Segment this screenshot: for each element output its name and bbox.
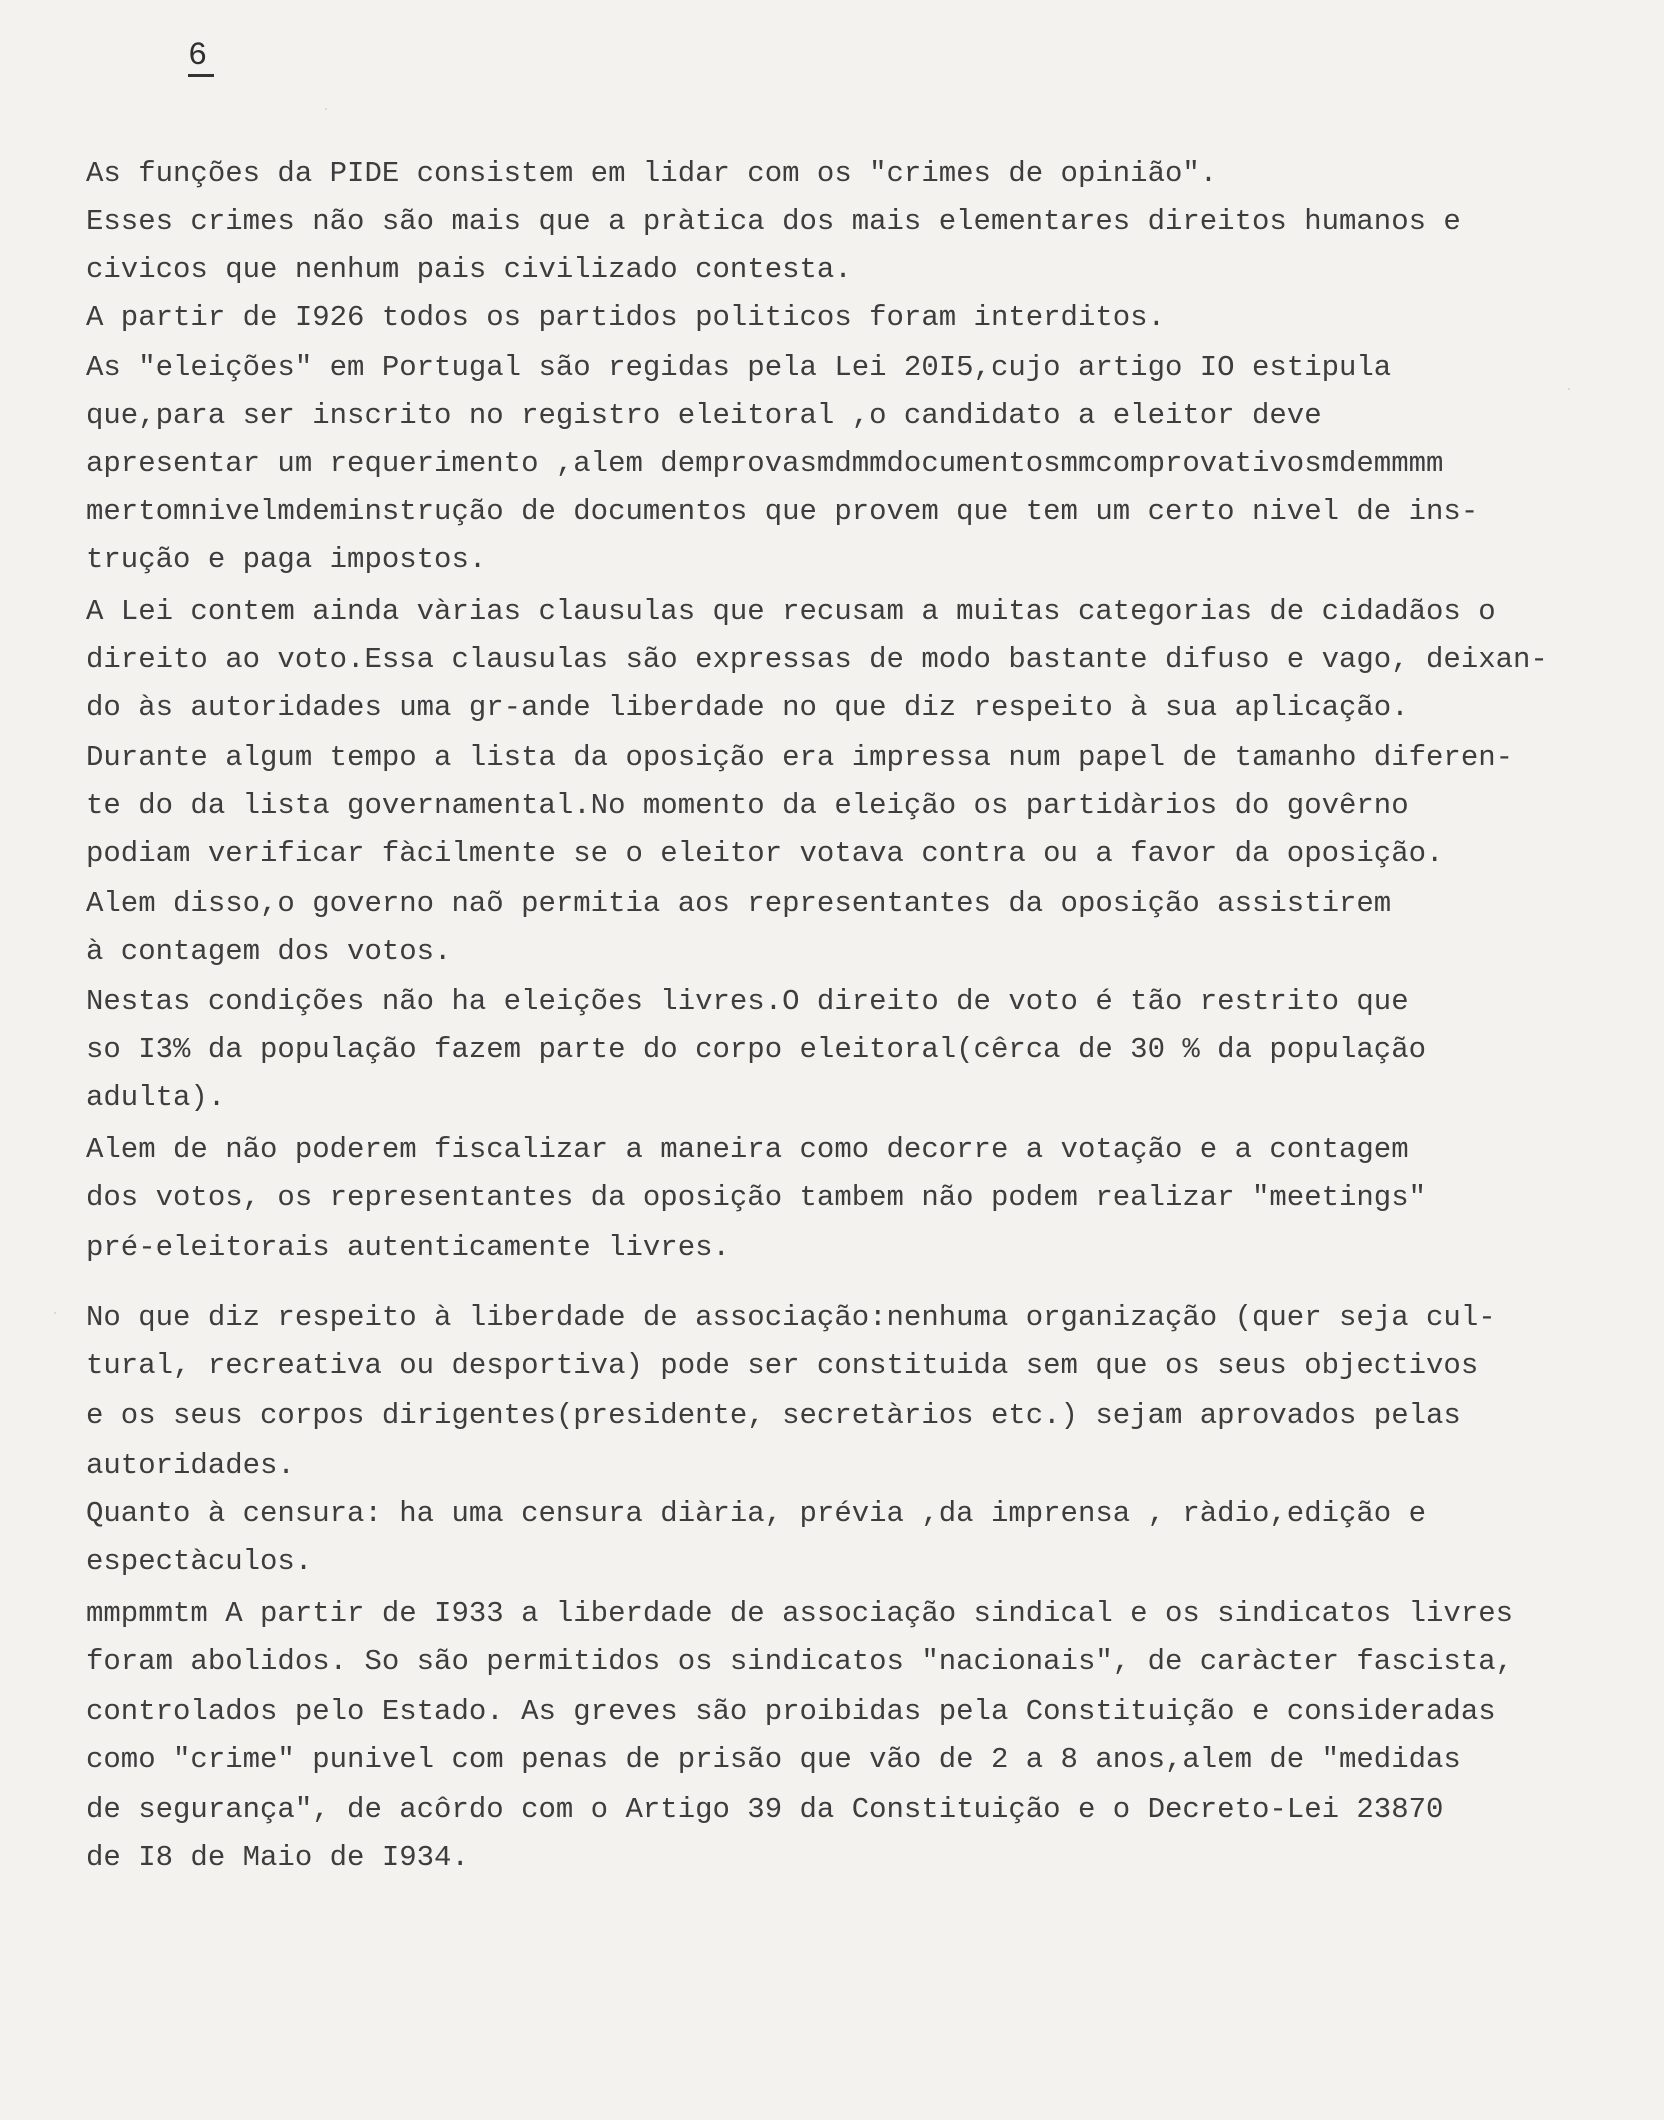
text-line: espectàculos.: [86, 1545, 313, 1578]
text-line: A partir de I926 todos os partidos politicos foram interditos.: [86, 301, 1165, 334]
text-line: Quanto à censura: ha uma censura diària, prévia ,da imprensa , ràdio,edição e: [86, 1497, 1427, 1530]
text-line: direito ao voto.Essa clausulas são expressas de modo bastante difuso e vago, deixan-: [86, 643, 1548, 676]
text-line: A Lei contem ainda vàrias clausulas que recusam a muitas categorias de cidadãos o: [86, 595, 1496, 628]
text-line: mmpmmtm A partir de I933 a liberdade de associação sindical e os sindicatos livres: [86, 1597, 1514, 1630]
text-line: dos votos, os representantes da oposição tambem não podem realizar "meetings": [86, 1181, 1427, 1214]
text-line: trução e paga impostos.: [86, 543, 487, 576]
text-line: so I3% da população fazem parte do corpo eleitoral(cêrca de 30 % da população: [86, 1033, 1427, 1066]
text-line: apresentar um requerimento ,alem demprovasmdmmdocumentosmmcomprovativosmdemmmm: [86, 447, 1444, 480]
text-line: te do da lista governamental.No momento da eleição os partidàrios do govêrno: [86, 789, 1409, 822]
text-line: civicos que nenhum pais civilizado contesta.: [86, 253, 852, 286]
text-line: autoridades.: [86, 1449, 295, 1482]
text-line: Alem de não poderem fiscalizar a maneira como decorre a votação e a contagem: [86, 1133, 1409, 1166]
text-line: As "eleições" em Portugal são regidas pela Lei 20I5,cujo artigo IO estipula: [86, 351, 1392, 384]
paper-speck: [325, 108, 327, 110]
text-line: foram abolidos. So são permitidos os sindicatos "nacionais", de caràcter fascista,: [86, 1645, 1514, 1678]
text-line: No que diz respeito à liberdade de associação:nenhuma organização (quer seja cul-: [86, 1301, 1496, 1334]
text-line: pré-eleitorais autenticamente livres.: [86, 1231, 730, 1264]
text-line: podiam verificar fàcilmente se o eleitor votava contra ou a favor da oposição.: [86, 837, 1444, 870]
text-line: que,para ser inscrito no registro eleitoral ,o candidato a eleitor deve: [86, 399, 1322, 432]
paper-speck: [1568, 388, 1570, 390]
text-line: à contagem dos votos.: [86, 935, 452, 968]
text-line: como "crime" punivel com penas de prisão que vão de 2 a 8 anos,alem de "medidas: [86, 1743, 1461, 1776]
text-line: controlados pelo Estado. As greves são proibidas pela Constituição e consideradas: [86, 1695, 1496, 1728]
paper-speck: [1365, 1322, 1367, 1324]
text-line: Esses crimes não são mais que a pràtica dos mais elementares direitos humanos e: [86, 205, 1461, 238]
text-line: Durante algum tempo a lista da oposição era impressa num papel de tamanho diferen-: [86, 741, 1514, 774]
text-line: adulta).: [86, 1081, 226, 1114]
text-line: e os seus corpos dirigentes(presidente, secretàrios etc.) sejam aprovados pelas: [86, 1399, 1461, 1432]
text-line: Alem disso,o governo naõ permitia aos representantes da oposição assistirem: [86, 887, 1392, 920]
paper-speck: [54, 1312, 56, 1314]
text-line: tural, recreativa ou desportiva) pode ser constituida sem que os seus objectivos: [86, 1349, 1479, 1382]
page-number: 6: [188, 40, 214, 77]
text-line: de segurança", de acôrdo com o Artigo 39 da Constituição e o Decreto-Lei 23870: [86, 1793, 1444, 1826]
text-line: mertomnivelmdeminstrução de documentos que provem que tem um certo nivel de ins-: [86, 495, 1479, 528]
text-line: do às autoridades uma gr-ande liberdade no que diz respeito à sua aplicação.: [86, 691, 1409, 724]
text-line: As funções da PIDE consistem em lidar com os "crimes de opinião".: [86, 157, 1218, 190]
text-line: Nestas condições não ha eleições livres.O direito de voto é tão restrito que: [86, 985, 1409, 1018]
text-line: de I8 de Maio de I934.: [86, 1841, 469, 1874]
